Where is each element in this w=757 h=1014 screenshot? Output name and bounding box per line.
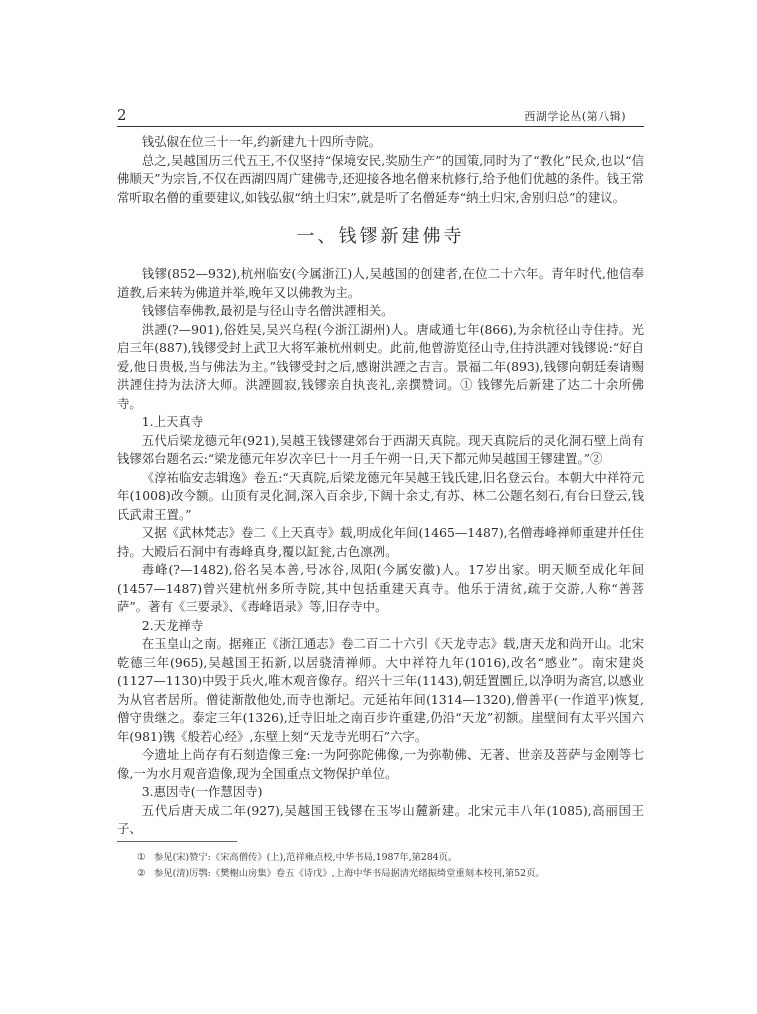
paragraph: 在玉皇山之南。据雍正《浙江通志》卷二百二十六引《天龙寺志》载,唐天龙和尚开山。北宋乾德三年(965),吴越国王拓新,以居骁清禅师。大中祥符九年(1016),改名“感业”。南宋建炎(1127—1130)中毁于兵火,唯木观音像存。绍兴十三年(1143),朝廷置圜丘,以净明为斋宫,以感业为从官者居所。僧徒渐散他处,而寺也渐圮。元延祐年间(1314—1320),僧善平(一作道平)恢复,僧守贵继之。泰定三年(1326),迁寺旧址之南百步许重建,仍沿“天龙”初额。崖壁间有太平兴国六年(981)镌《般若心经》,东壁上刻“天龙寺光明石”六字。 xyxy=(117,636,644,744)
footnote-mark: ① xyxy=(137,852,146,863)
page-header xyxy=(117,106,644,126)
body-text xyxy=(117,133,644,839)
footnote-rule xyxy=(117,841,237,842)
subsection-title: 2.天龙禅寺 xyxy=(141,617,204,633)
paragraph: 毒峰(?—1482),俗名吴本善,号冰谷,凤阳(今属安徽)人。17岁出家。明天顺至成化年间(1457—1487)曾兴建杭州多所寺院,其中包括重建天真寺。他乐于清贫,疏于交游,人称“善菩萨”。著有《三要录》、《毒峰语录》等,旧存寺中。 xyxy=(117,562,644,614)
footnote xyxy=(117,866,644,882)
paragraph: 钱镠(852—932),杭州临安(今属浙江)人,吴越国的创建者,在位二十六年。青年时代,他信奉道教,后来转为佛道并举,晚年又以佛教为主。 xyxy=(117,266,644,300)
paragraph: 总之,吴越国历三代五王,不仅坚持“保境安民,奖励生产”的国策,同时为了“教化”民众,也以“信佛顺天”为宗旨,不仅在西湖四周广建佛寺,还迎接各地名僧来杭修行,给予他们优越的条件。钱王常常听取名僧的重要建议,如钱弘俶“纳土归宋”,就是听了名僧延寿“纳土归宋,舍别归总”的建议。 xyxy=(117,152,644,205)
paragraph: 又据《武林梵志》卷二《上天真寺》载,明成化年间(1465—1487),名僧毒峰禅师重建并任住持。大殿后石洞中有毒峰真身,覆以缸瓮,古色凛冽。 xyxy=(117,525,644,559)
footnote-text: 参见(宋)赞宁:《宋高僧传》(上),范祥雍点校,中华书局,1987年,第284页。 xyxy=(153,852,458,863)
paragraph: 今遗址上尚存有石刻造像三龛:一为阿弥陀佛像,一为弥勒佛、无著、世亲及菩萨与金刚等七像,一为水月观音造像,现为全国重点文物保护单位。 xyxy=(117,747,644,781)
footnote-text: 参见(清)厉鹗:《樊榭山房集》卷五《诗戊》,上海中华书局据清光绪振绮堂重刻本校刊,第52页。 xyxy=(153,868,545,879)
paragraph: 五代后唐天成二年(927),吴越国王钱镠在玉岑山麓新建。北宋元丰八年(1085),高丽国王子、 xyxy=(117,802,644,836)
paragraph: 《淳祐临安志辑逸》卷五:“天真院,后梁龙德元年吴越王钱氏建,旧名登云台。本朝大中祥符元年(1008)改今额。山顶有灵化洞,深入百余步,下阔十余丈,有苏、林二公题名刻石,有台曰登云,钱氏武肃王置。” xyxy=(117,469,644,522)
running-title: 西湖学论丛(第八辑) xyxy=(524,110,626,123)
paragraph: 五代后梁龙德元年(921),吴越王钱镠建郊台于西湖天真院。现天真院后的灵化洞石壁上尚有钱镠郊台题名云:“梁龙德元年岁次辛巳十一月壬午朔一日,天下都元帅吴越国王镠建置。”② xyxy=(117,432,644,466)
paragraph: 钱弘俶在位三十一年,约新建九十四所寺院。 xyxy=(141,134,382,149)
footnotes xyxy=(117,850,644,882)
header-rule xyxy=(117,126,644,127)
paragraph: 洪諲(?—901),俗姓吴,吴兴乌程(今浙江湖州)人。唐咸通七年(866),为余杭径山寺住持。光启三年(887),钱镠受封上武卫大将军兼杭州刺史。此前,他曾游览径山寺,住持洪諲对钱镠说:“好自爱,他日贵极,当与佛法为主。”钱镠受封之后,感谢洪諲之吉言。景福二年(893),钱镠向朝廷奏请赐洪諲住持为法济大师。洪諲圆寂,钱镠亲自执丧礼,亲撰赞词。① 钱镠先后新建了达二十余所佛寺。 xyxy=(117,321,644,411)
subsection-title: 3.惠因寺(一作慧因寺) xyxy=(141,784,263,799)
footnote xyxy=(117,850,644,866)
footnote-mark: ② xyxy=(137,868,146,879)
page-number: 2 xyxy=(117,106,127,124)
paragraph: 钱镠信奉佛教,最初是与径山寺名僧洪諲相关。 xyxy=(141,303,394,318)
subsection-title: 1.上天真寺 xyxy=(141,414,204,429)
section-title: 一、钱镠新建佛寺 xyxy=(296,226,465,247)
